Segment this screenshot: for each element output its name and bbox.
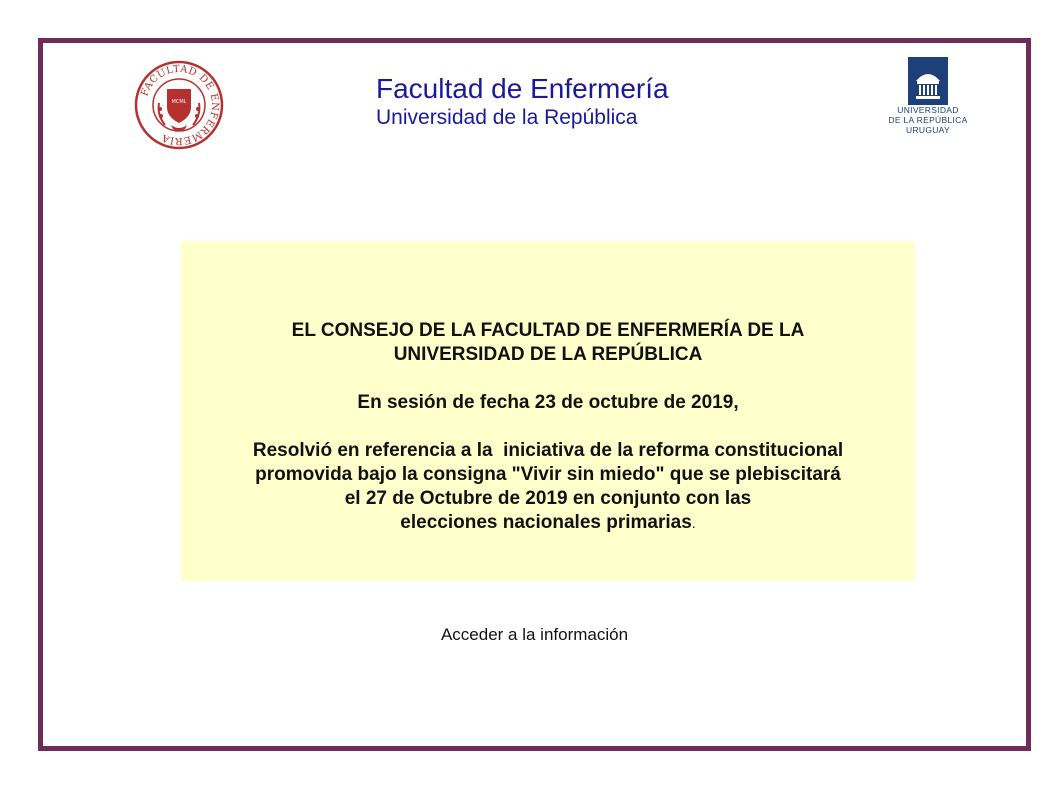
page-subtitle: Universidad de la República xyxy=(376,106,638,129)
seal-emblem-icon xyxy=(133,59,225,151)
seal-ring-text: FACULTAD DE ENFERMERÍA xyxy=(139,63,221,147)
page-frame xyxy=(38,38,1031,751)
page-title: Facultad de Enfermería xyxy=(376,73,669,104)
notice-body-line-1: Resolvió en referencia a la iniciativa de la reforma constitucional xyxy=(252,440,844,461)
university-building-icon xyxy=(908,57,948,105)
faculty-seal-logo xyxy=(133,59,225,151)
notice-session-date: En sesión de fecha 23 de octubre de 2019, xyxy=(357,392,739,413)
resolution-notice xyxy=(181,241,915,581)
udelar-line-3: URUGUAY xyxy=(906,125,950,135)
udelar-line-2: DE LA REPÚBLICA xyxy=(888,115,968,125)
udelar-logo xyxy=(883,57,973,147)
seal-year: MCML xyxy=(171,99,187,105)
notice-heading-line-1: EL CONSEJO DE LA FACULTAD DE ENFERMERÍA DE LA xyxy=(291,320,805,341)
notice-body-line-2: promovida bajo la consigna "Vivir sin miedo" que se plebiscitará xyxy=(255,464,841,485)
notice-body-line-3: el 27 de Octubre de 2019 en conjunto con las xyxy=(344,488,752,509)
access-information-link[interactable]: Acceder a la información xyxy=(440,625,629,644)
udelar-line-1: UNIVERSIDAD xyxy=(897,105,959,115)
notice-body-line-4: elecciones nacionales primarias xyxy=(400,512,692,533)
page-header xyxy=(376,73,736,131)
notice-body-line-4-wrapper xyxy=(181,511,915,535)
notice-heading-line-2: UNIVERSIDAD DE LA REPÚBLICA xyxy=(393,344,703,365)
notice-body-period: . xyxy=(691,515,696,531)
